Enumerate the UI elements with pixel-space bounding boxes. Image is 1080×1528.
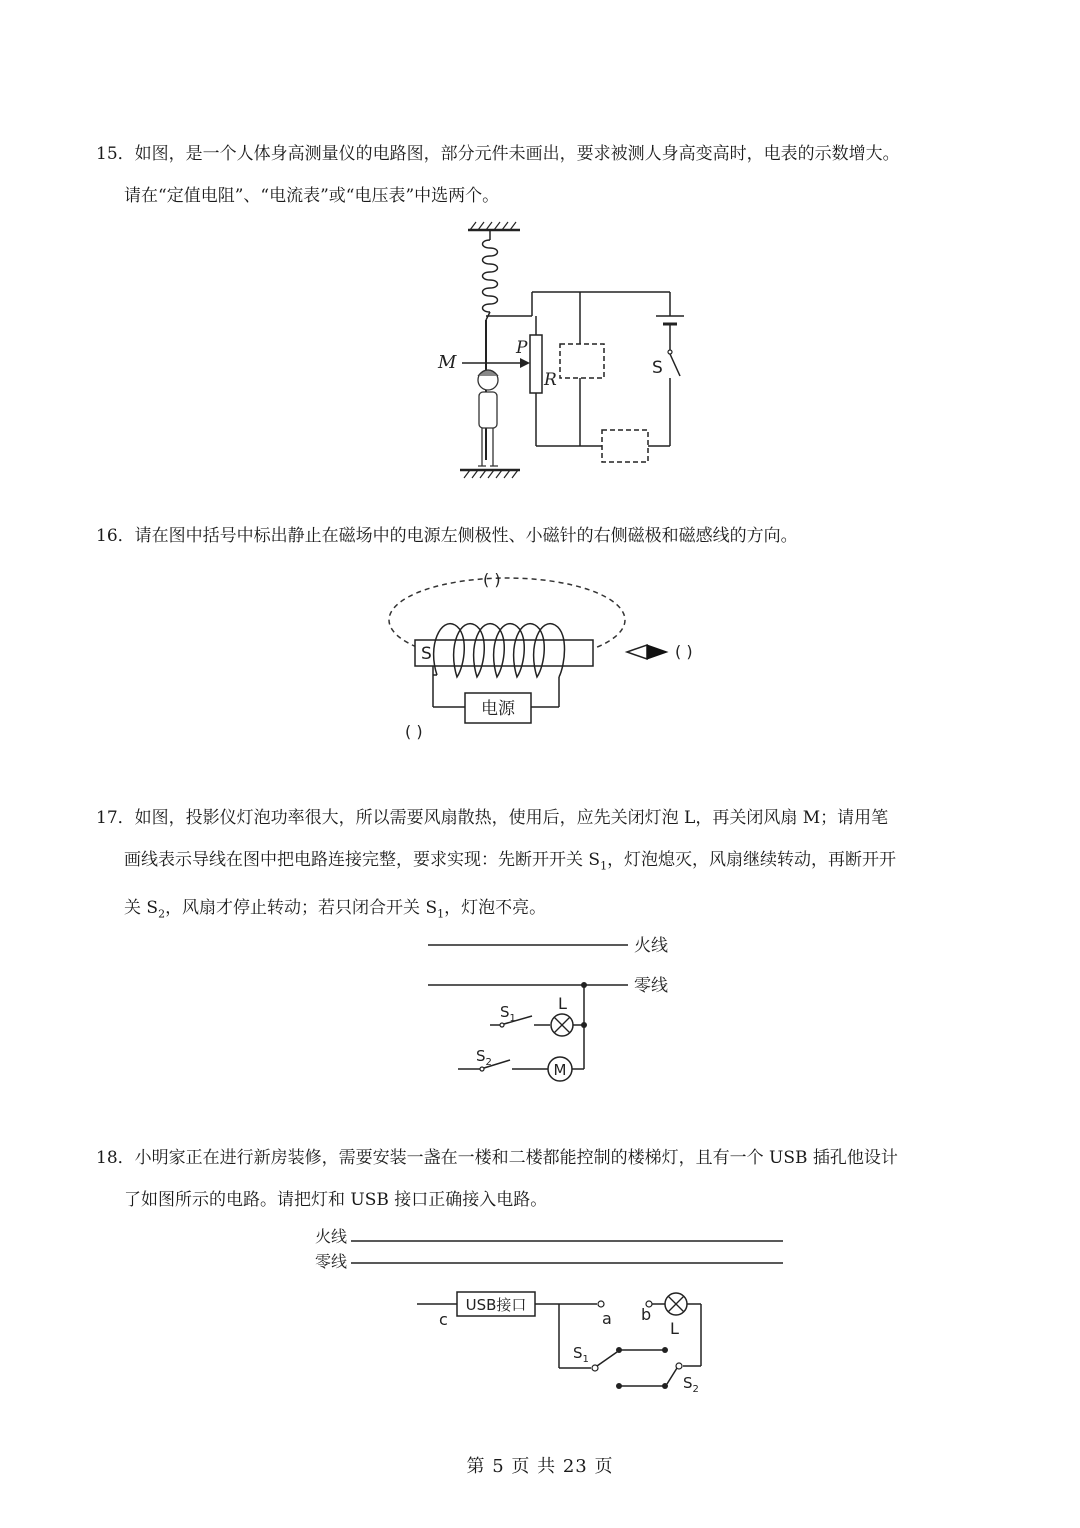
question-17-line1: 17．如图，投影仪灯泡功率很大，所以需要风扇散热，使用后，应先关闭灯泡 L，再关闭风扇 M；请用笔 bbox=[96, 808, 889, 828]
power-label: 电源 bbox=[481, 699, 515, 719]
terminal-a: a bbox=[602, 1309, 612, 1328]
s2-label: $S_2$ bbox=[476, 1047, 492, 1068]
s1-label: $S_1$ bbox=[573, 1344, 589, 1365]
question-15-number: 15． bbox=[96, 144, 135, 164]
question-15 bbox=[96, 133, 996, 217]
question-15-line1: 15．如图，是一个人体身高测量仪的电路图，部分元件未画出，要求被测人身高变高时，电表的示数增大。 bbox=[96, 144, 900, 164]
figure-16-solenoid bbox=[385, 565, 735, 745]
question-17-line2: 画线表示导线在图中把电路连接完整，要求实现：先断开开关 $S_1$，灯泡熄灭，风扇继续转动，再断开开 bbox=[124, 850, 897, 873]
terminal-c: c bbox=[439, 1310, 448, 1329]
label-s: S bbox=[652, 358, 663, 378]
terminal-b: b bbox=[641, 1305, 652, 1324]
page-footer: 第 5 页 共 23 页 bbox=[466, 1456, 614, 1477]
question-16-line1: 16．请在图中括号中标出静止在磁场中的电源左侧极性、小磁针的右侧磁极和磁感线的方向。 bbox=[96, 526, 798, 546]
question-18-line1: 18．小明家正在进行新房装修，需要安装一盏在一楼和二楼都能控制的楼梯灯，且有一个 USB 插孔他设计 bbox=[96, 1148, 898, 1168]
question-18-number: 18． bbox=[96, 1148, 135, 1168]
live-label: 火线 bbox=[634, 936, 668, 956]
live-label: 火线 bbox=[315, 1227, 348, 1246]
lamp-label: L bbox=[558, 994, 567, 1013]
question-15-line2: 请在“定值电阻”、“电流表”或“电压表”中选两个。 bbox=[124, 186, 500, 206]
bracket-top: ( ) bbox=[483, 570, 501, 589]
pole-label-s: S bbox=[421, 644, 432, 664]
compass-needle-left bbox=[627, 645, 647, 659]
switch-s2 bbox=[667, 1368, 677, 1384]
question-17 bbox=[96, 797, 996, 936]
spring bbox=[483, 240, 498, 312]
figure-18-stair-light-circuit bbox=[305, 1222, 795, 1402]
neutral-label: 零线 bbox=[315, 1252, 348, 1271]
s2-label: $S_2$ bbox=[683, 1374, 699, 1395]
person-figure bbox=[478, 370, 498, 466]
empty-component-box-2 bbox=[602, 430, 648, 462]
motor-label: M bbox=[553, 1061, 567, 1079]
question-17-number: 17． bbox=[96, 808, 135, 828]
compass-needle-right bbox=[647, 645, 667, 659]
label-r: R bbox=[544, 370, 557, 390]
usb-label: USB接口 bbox=[465, 1296, 527, 1314]
label-p: P bbox=[516, 338, 528, 358]
switch-s1 bbox=[597, 1352, 617, 1366]
empty-component-box-1 bbox=[560, 344, 604, 378]
question-17-line3: 关 $S_2$，风扇才停止转动；若只闭合开关 $S_1$，灯泡不亮。 bbox=[124, 898, 547, 921]
neutral-label: 零线 bbox=[634, 976, 668, 996]
label-m: M bbox=[438, 352, 457, 373]
figure-15-height-meter-circuit bbox=[420, 220, 690, 490]
switch-s bbox=[670, 354, 680, 376]
question-16-number: 16． bbox=[96, 526, 135, 546]
question-18-line2: 了如图所示的电路。请把灯和 USB 接口正确接入电路。 bbox=[124, 1190, 548, 1210]
s1-label: $S_1$ bbox=[500, 1003, 516, 1024]
figure-17-projector-circuit bbox=[420, 925, 700, 1085]
question-18 bbox=[96, 1137, 996, 1221]
resistor-r bbox=[530, 335, 542, 393]
terminal-a-point bbox=[598, 1301, 604, 1307]
question-16 bbox=[96, 515, 996, 557]
bracket-right: ( ) bbox=[675, 642, 693, 661]
lamp-label: L bbox=[670, 1319, 679, 1338]
bracket-bottom: ( ) bbox=[405, 722, 423, 741]
